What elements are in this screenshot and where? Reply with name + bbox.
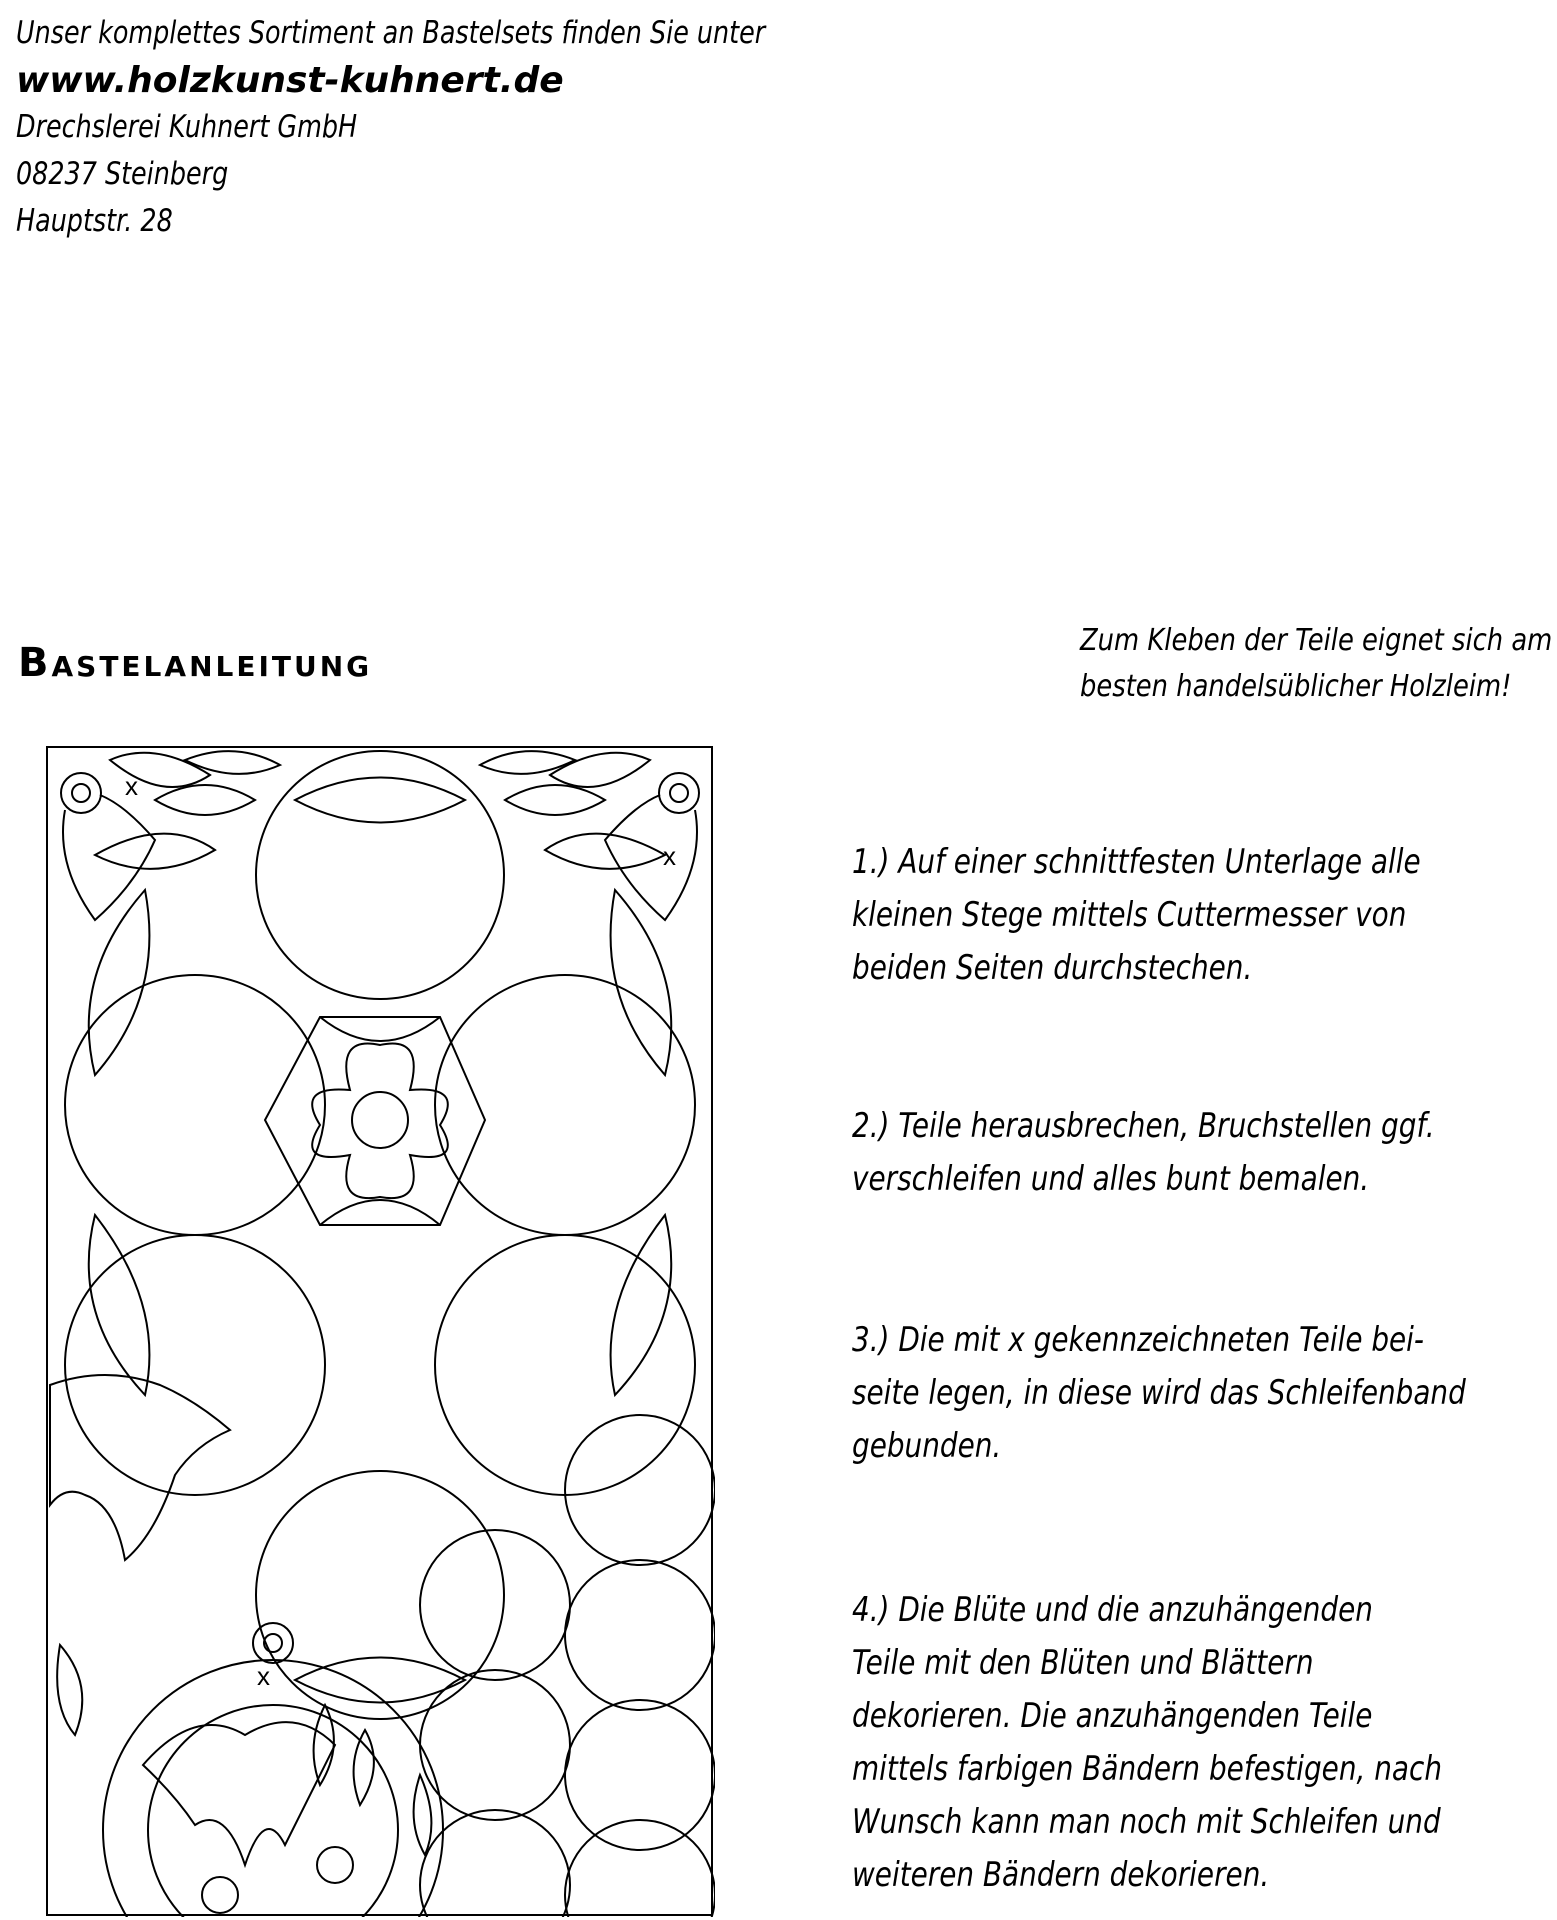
spare-circles: [414, 1415, 715, 1917]
star-flower-piece: [265, 1017, 485, 1225]
intro-text: Unser komplettes Sortiment an Bastelsets finden Sie unter: [16, 15, 766, 51]
step-3: [852, 1314, 1466, 1473]
corner-hanger-right: [480, 751, 699, 920]
ornament-ball: [103, 1623, 443, 1917]
step-4: [852, 1584, 1442, 1902]
website-url[interactable]: www.holzkunst-kuhnert.de: [16, 60, 564, 101]
step-line: gebunden.: [852, 1426, 1002, 1466]
company-header: [16, 10, 930, 245]
step-line: seite legen, in diese wird das Schleifenband: [852, 1373, 1466, 1413]
glue-note-line: besten handelsüblicher Holzleim!: [1080, 669, 1512, 704]
page-title: Bastelanleitung: [18, 640, 373, 686]
step-line: mittels farbigen Bändern befestigen, nach: [852, 1749, 1442, 1789]
step-line: verschleifen und alles bunt bemalen.: [852, 1159, 1370, 1199]
step-line: dekorieren. Die anzuhängenden Teile: [852, 1696, 1373, 1736]
company-name: Drechslerei Kuhnert GmbH: [16, 109, 358, 145]
step-line: 2.) Teile herausbrechen, Bruchstellen ggf.: [852, 1106, 1435, 1146]
cutting-template-drawing: [45, 745, 715, 1917]
glue-note-line: Zum Kleben der Teile eignet sich am: [1080, 623, 1553, 658]
step-line: weiteren Bändern dekorieren.: [852, 1855, 1270, 1895]
flower-outline: [65, 751, 695, 1719]
cutting-template: [45, 745, 715, 1917]
corner-hanger-left: [61, 751, 280, 920]
step-line: Wunsch kann man noch mit Schleifen und: [852, 1802, 1441, 1842]
marker-x: x: [257, 1661, 270, 1691]
company-city: 08237 Steinberg: [16, 156, 229, 192]
step-line: 4.) Die Blüte und die anzuhängenden: [852, 1590, 1373, 1630]
step-line: kleinen Stege mittels Cuttermesser von: [852, 895, 1407, 935]
tulip-piece: [50, 1375, 230, 1735]
glue-note: [1080, 618, 1553, 710]
step-line: beiden Seiten durchstechen.: [852, 948, 1253, 988]
step-line: Teile mit den Blüten und Blättern: [852, 1643, 1314, 1683]
step-line: 3.) Die mit x gekennzeichneten Teile bei-: [852, 1320, 1425, 1360]
step-line: 1.) Auf einer schnittfesten Unterlage alle: [852, 842, 1421, 882]
marker-x: x: [663, 841, 676, 871]
step-2: [852, 1100, 1435, 1206]
company-street: Hauptstr. 28: [16, 203, 173, 239]
flower-leaf-cutouts: [89, 778, 672, 1703]
flower-center-circle: [352, 1092, 408, 1148]
marker-x: x: [125, 771, 138, 801]
step-1: [852, 836, 1421, 995]
